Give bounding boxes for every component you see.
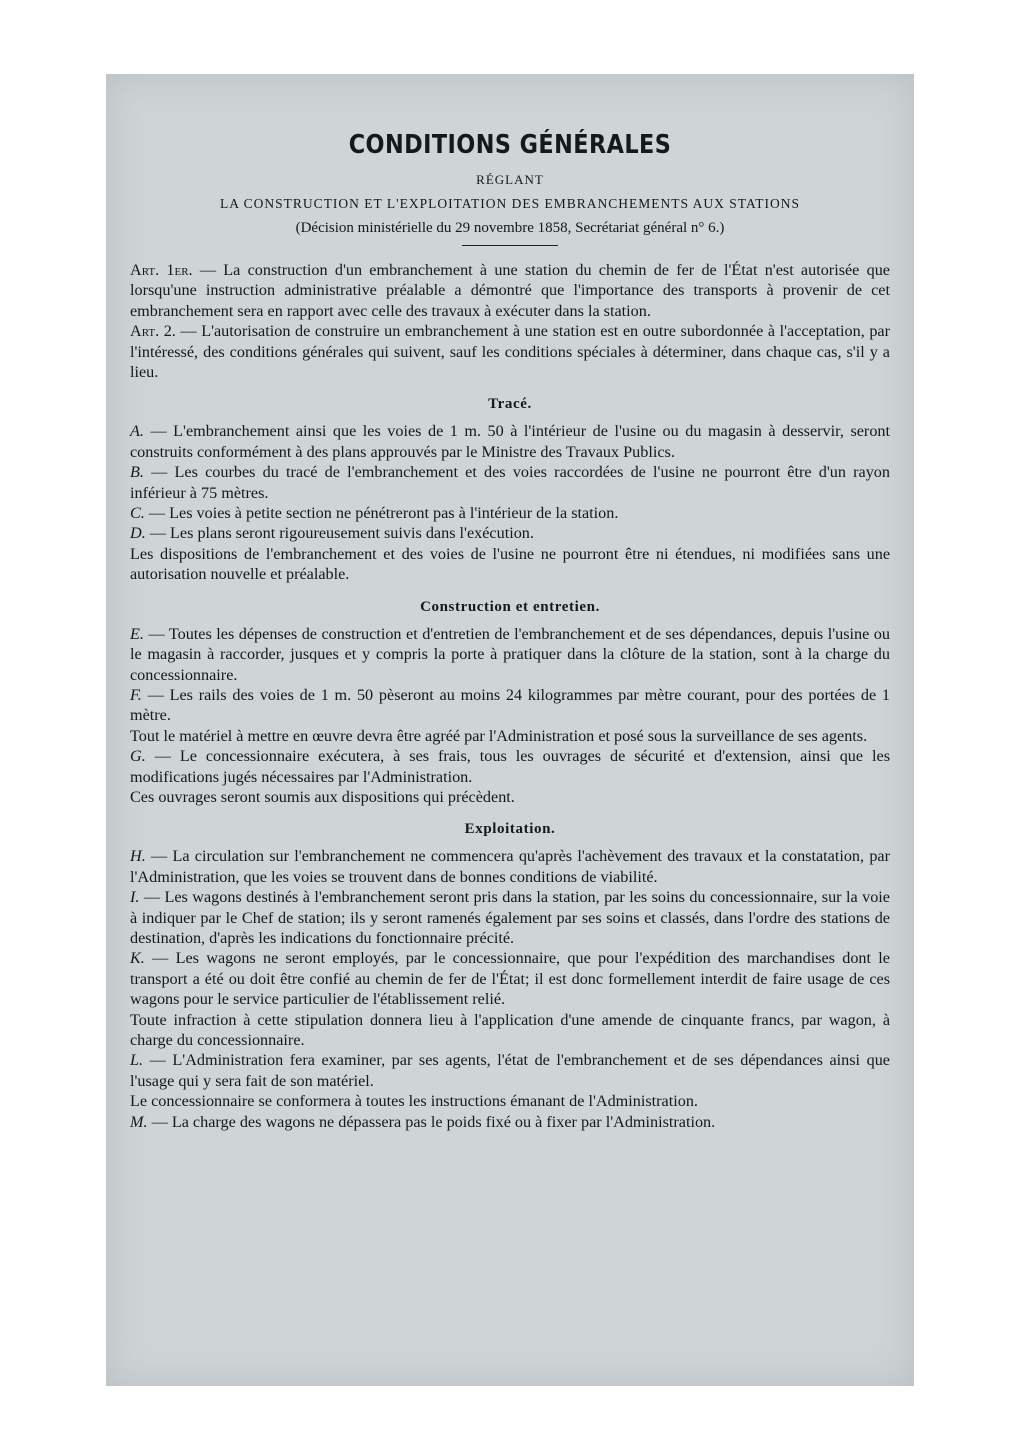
paragraph-text: Tout le matériel à mettre en œuvre devra être agréé par l'Administration et posé sous la surveillance de ses agents. (130, 726, 868, 745)
paragraph (130, 462, 890, 503)
page-title: CONDITIONS GÉNÉRALES (348, 130, 672, 160)
paragraph-text: — La circulation sur l'embranchement ne commencera qu'après l'achèvement des travaux et la constatation, par l'Administration, que les voies se trouvent dans de bonnes conditions de viabilité. (130, 847, 890, 886)
sections (130, 396, 890, 1132)
paragraph-text: Ces ouvrages seront soumis aux dispositions qui précèdent. (130, 787, 515, 806)
paragraph (130, 624, 890, 685)
paragraph (130, 1112, 890, 1132)
paragraph-text: — Les courbes du tracé de l'embranchement et des voies raccordées de l'usine ne pourront être d'un rayon inférieur à 75 mètres. (130, 463, 890, 502)
paragraph-text: Le concessionnaire se conformera à toutes les instructions émanant de l'Administration. (130, 1092, 698, 1111)
paragraph (130, 726, 890, 746)
section-heading: Tracé. (488, 396, 532, 413)
paragraph-text: — Toutes les dépenses de construction et d'entretien de l'embranchement et de ses dépendances, depuis l'usine ou le magasin à raccorder, jusques et y compris la porte à pratiquer dans la clôture de la station, sont à la charge du concessionnaire. (130, 624, 890, 684)
paragraph-letter: D. (130, 524, 146, 543)
article-number: Art. 2. (130, 322, 176, 341)
paragraph (130, 1091, 890, 1111)
paragraph-text: — Les wagons ne seront employés, par le concessionnaire, que pour l'expédition des marchandises dont le transport a été ou doit être confié au chemin de fer de l'État; il est donc formellement interdit de faire usage de ces wagons pour le service particulier de l'établissement relié. (130, 949, 890, 1009)
section-heading: Exploitation. (464, 821, 556, 838)
paragraph-letter: H. (130, 847, 146, 866)
subtitle: RÉGLANT (476, 172, 544, 187)
paragraph (130, 544, 890, 585)
paragraph (130, 948, 890, 1009)
paragraph (130, 421, 890, 462)
paragraph-letter: E. (130, 624, 144, 643)
section-heading: Construction et entretien. (420, 598, 600, 615)
paragraph-text: Les dispositions de l'embranchement et des voies de l'usine ne pourront être ni étendues, ni modifiées sans une autorisation nouvelle et préalable. (130, 544, 890, 584)
paragraph-letter: I. (130, 888, 140, 907)
paragraph-letter: M. (130, 1112, 148, 1131)
paragraph-letter: F. (130, 685, 142, 704)
paragraph-text: — Les wagons destinés à l'embranchement seront pris dans la station, par les soins du concessionnaire, sur la voie à indiquer par le Chef de station; ils y seront ramenés également par ses soins et classés, dans l'ordre des stations de destination, d'après les indications du fonctionnaire précité. (130, 888, 890, 947)
paragraph (130, 260, 890, 321)
paragraph (130, 887, 890, 948)
paragraph (130, 685, 890, 726)
divider (462, 245, 558, 246)
paragraph-text: — Le concessionnaire exécutera, à ses frais, tous les ouvrages de sécurité et d'extension, ainsi que les modifications jugés nécessaires par l'Administration. (130, 747, 890, 786)
paragraph-text: — L'autorisation de construire un embranchement à une station est en outre subordonnée à l'acceptation, par l'intéressé, des conditions générales qui suivent, sauf les conditions spéciales à déterminer, dans chaque cas, s'il y a lieu. (130, 322, 890, 382)
subtitle-scope: LA CONSTRUCTION ET L'EXPLOITATION DES EMBRANCHEMENTS AUX STATIONS (220, 196, 800, 211)
paragraph (130, 846, 890, 887)
document-body (130, 130, 890, 1132)
scanned-page (106, 74, 914, 1386)
paragraph-text: — Les rails des voies de 1 m. 50 pèseront au moins 24 kilogrammes par mètre courant, pour des portées de 1 mètre. (130, 685, 890, 725)
paragraph-text: — L'Administration fera examiner, par ses agents, l'état de l'embranchement et de ses dépendances ainsi que l'usage qui y sera fait de son matériel. (130, 1051, 890, 1090)
paragraph (130, 523, 890, 543)
paragraph-text: — Les plans seront rigoureusement suivis dans l'exécution. (145, 524, 534, 543)
paragraph-letter: L. (130, 1051, 144, 1070)
paragraph (130, 787, 890, 807)
paragraph-text: — L'embranchement ainsi que les voies de 1 m. 50 à l'intérieur de l'usine ou du magasin à desservir, seront construits conformément à des plans approuvés par le Ministre des Travaux Publics. (130, 422, 890, 461)
paragraph-letter: A. (130, 422, 144, 441)
paragraph-letter: B. (130, 463, 144, 482)
decision-reference: (Décision ministérielle du 29 novembre 1858, Secrétariat général n° 6.) (295, 220, 725, 236)
paragraph (130, 1010, 890, 1051)
paragraph-letter: G. (130, 747, 146, 766)
paragraph-text: — Les voies à petite section ne pénétreront pas à l'intérieur de la station. (144, 504, 619, 523)
paragraph (130, 1050, 890, 1091)
paragraph-letter: K. (130, 949, 145, 968)
intro-articles (130, 260, 890, 382)
paragraph (130, 321, 890, 382)
paragraph-letter: C. (130, 504, 145, 523)
article-number: Art. 1er. (130, 261, 193, 279)
paragraph-text: — La charge des wagons ne dépassera pas le poids fixé ou à fixer par l'Administration. (147, 1112, 716, 1131)
paragraph-text: — La construction d'un embranchement à une station du chemin de fer de l'État n'est autorisée que lorsqu'une instruction administrative préalable a démontré que l'importance des transports à provenir de cet embranchement sera en rapport avec celle des travaux à exécuter dans la station. (130, 261, 890, 320)
paragraph-text: Toute infraction à cette stipulation donnera lieu à l'application d'une amende de cinquante francs, par wagon, à charge du concessionnaire. (130, 1010, 890, 1049)
paragraph (130, 746, 890, 787)
paragraph (130, 503, 890, 523)
